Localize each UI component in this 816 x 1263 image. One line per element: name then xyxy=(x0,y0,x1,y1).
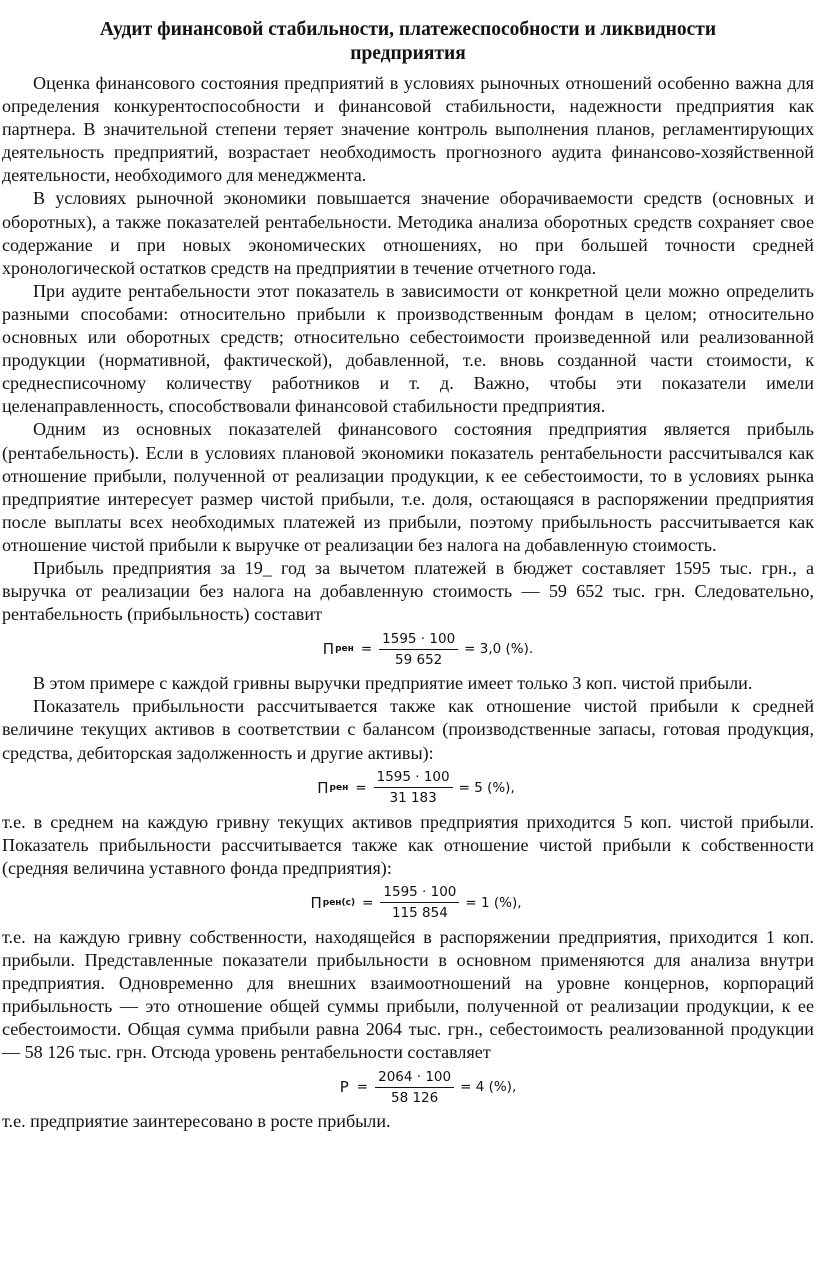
title-line-1: Аудит финансовой стабильности, платежеспособности и ликвидности xyxy=(99,19,717,40)
formula-result: = 5 (%), xyxy=(458,779,515,796)
paragraph-1: Оценка финансового состояния предприятий в условиях рыночных отношений особенно важна для определения конкурентоспособности и финансовой стабильности, надежности предприятия как партнера. В значительной степени теряет значение контроль выполнения планов, регламентирующих деятельность предприятий, возрастает необходимость прогнозного аудита финансово-хозяйственной деятельности, необходимого для менеджмента. xyxy=(2,73,814,186)
paragraph-10: т.е. предприятие заинтересовано в росте прибыли. xyxy=(2,1111,391,1132)
formula-fraction xyxy=(380,884,459,921)
paragraph-6: В этом примере с каждой гривны выручки предприятие имеет только 3 коп. чистой прибыли. xyxy=(33,673,753,694)
formula-fraction xyxy=(379,631,458,668)
formula-numerator: 1595 · 100 xyxy=(379,631,458,650)
formula-result: = 4 (%), xyxy=(460,1079,517,1096)
document-title xyxy=(2,18,814,66)
formula-equals: = xyxy=(362,894,374,911)
paragraph-5: Прибыль предприятия за 19_ год за вычетом платежей в бюджет составляет 1595 тыс. грн., а выручка от реализации без налога на добавленную стоимость — 59 652 тыс. грн. Следовательно, рентабельность (прибыльность) составит xyxy=(2,557,814,625)
formula-symbol: Р xyxy=(339,1078,349,1097)
formula-denominator: 58 126 xyxy=(390,1089,439,1106)
formula-equity-profitability xyxy=(18,880,814,926)
formula-equals: = xyxy=(355,779,367,796)
formula-fraction xyxy=(375,1069,454,1106)
formula-subscript: рен(с) xyxy=(322,897,356,908)
formula-subscript: рен xyxy=(335,644,354,655)
formula-result: = 3,0 (%). xyxy=(464,641,534,658)
formula-symbol: П xyxy=(322,640,335,659)
formula-fraction xyxy=(374,769,453,806)
paragraph-9: т.е. на каждую гривну собственности, находящейся в распоряжении предприятия, приходится 1 коп. прибыли. Представленные показатели прибыльности в основном применяются для анализа внутри предприятия. Одновременно для внешних взаимоотношений на уровне концернов, корпораций прибыльность — это отношение общей суммы прибыли, полученной от реализации продукции, к ее себестоимости. Общая сумма прибыли равна 2064 тыс. грн., себестоимость реализованной продукции — 58 126 тыс. грн. Отсюда уровень рентабельности составляет xyxy=(2,926,814,1063)
formula-denominator: 31 183 xyxy=(389,790,437,807)
formula-denominator: 115 854 xyxy=(391,905,448,922)
paragraph-3: При аудите рентабельности этот показатель в зависимости от конкретной цели можно определить разными способами: относительно прибыли к производственным фондам в целом; относительно основных или оборотных средств; относительно себестоимости произведенной или реализованной продукции (нормативной, фактической), добавленной, т.е. вновь созданной части стоимости, к среднесписочному количеству работников и т. д. Важно, чтобы эти показатели имели целенаправленность, способствовали финансовой стабильности предприятия. xyxy=(2,280,814,417)
paragraph-7: Показатель прибыльности рассчитывается также как отношение чистой прибыли к средней величине текущих активов в соответствии с балансом (производственные запасы, готовая продукция, средства, дебиторская задолженность и другие активы): xyxy=(2,696,814,763)
formula-equals: = xyxy=(360,641,373,658)
formula-numerator: 1595 · 100 xyxy=(374,769,453,788)
title-line-2: предприятия xyxy=(350,43,466,64)
formula-equals: = xyxy=(356,1079,369,1096)
formula-numerator: 1595 · 100 xyxy=(380,884,459,903)
formula-symbol: П xyxy=(317,778,329,797)
formula-cost-profitability xyxy=(42,1064,814,1110)
formula-net-profitability xyxy=(42,626,814,672)
formula-denominator: 59 652 xyxy=(395,651,443,668)
paragraph-8: т.е. в среднем на каждую гривну текущих активов предприятия приходится 5 коп. чистой прибыли. Показатель прибыльности рассчитывается также как отношение чистой прибыли к собственности (средняя величина уставного фонда предприятия): xyxy=(2,811,814,878)
paragraph-4: Одним из основных показателей финансового состояния предприятия является прибыль (рентабельность). Если в условиях плановой экономики показатель рентабельности рассчитывался как отношение прибыли, полученной от реализации продукции, к ее себестоимости, то в условиях рынка предприятие интересует размер чистой прибыли, т.е. доля, остающаяся в распоряжении предприятия после выплаты всех необходимых платежей из прибыли, поэтому прибыльность рассчитывается как отношение чистой прибыли к выручке от реализации без налога на добавленную стоимость. xyxy=(2,419,814,555)
formula-subscript: рен xyxy=(329,782,349,793)
formula-current-assets-profitability xyxy=(18,765,814,811)
formula-symbol: П xyxy=(310,893,322,912)
formula-result: = 1 (%), xyxy=(465,894,522,911)
paragraph-2: В условиях рыночной экономики повышается значение оборачиваемости средств (основных и оборотных), а также показателей рентабельности. Методика анализа оборотных средств сохраняет свое содержание и при новых экономических отношениях, но при большей точности средней хронологической остатков средств на предприятии в течение отчетного года. xyxy=(2,188,814,278)
formula-numerator: 2064 · 100 xyxy=(375,1069,454,1088)
